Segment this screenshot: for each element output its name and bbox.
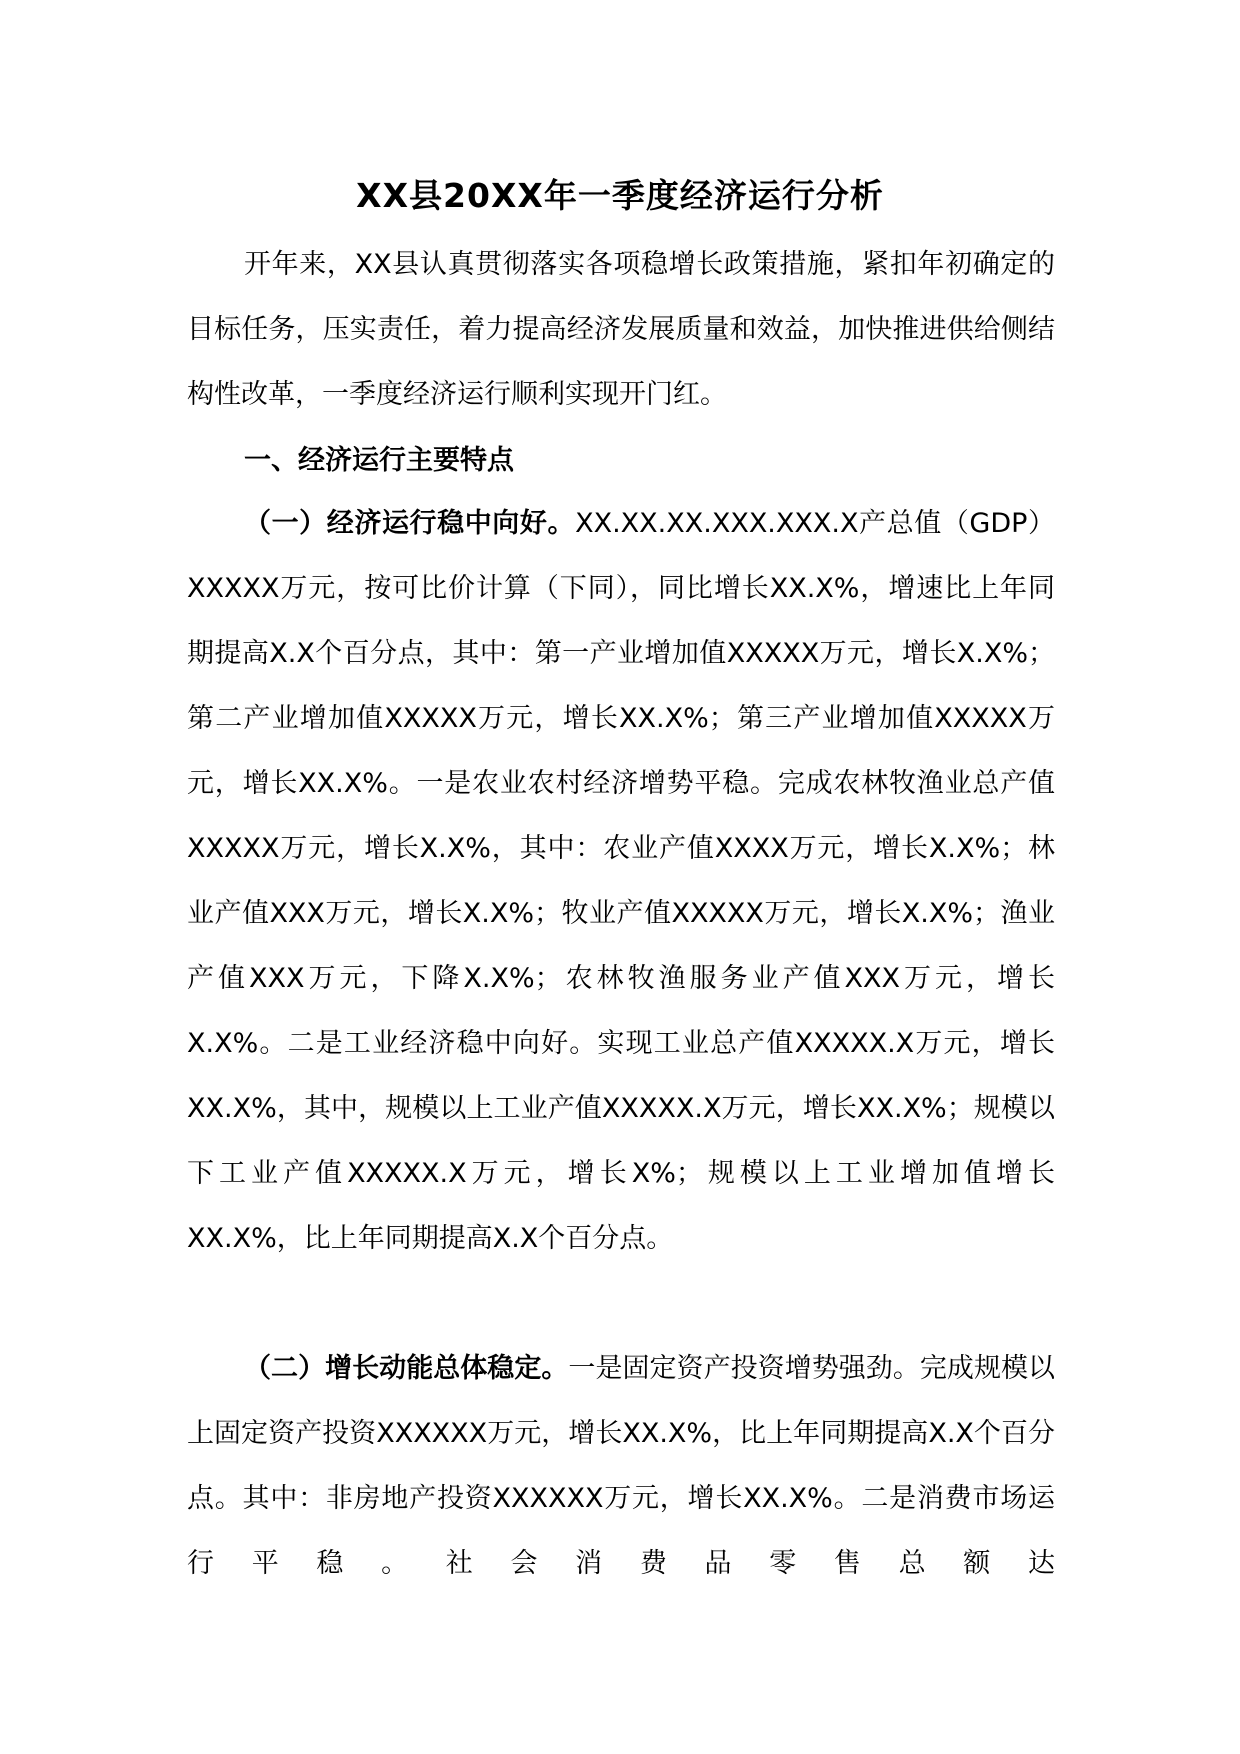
document-title: XX县20XX年一季度经济运行分析	[356, 176, 884, 215]
section-2-heading: （二）增长动能总体稳定。	[244, 1353, 569, 1384]
section-1-heading: （一）经济运行稳中向好。	[244, 508, 576, 539]
intro-paragraph: 开年来，XX县认真贯彻落实各项稳增长政策措施，紧扣年初确定的目标任务，压实责任，着力提高经济发展质量和效益，加快推进供给侧结构性改革，一季度经济运行顺利实现开门红。	[187, 249, 1055, 410]
section-1-paragraph	[187, 491, 1055, 1271]
section-2-paragraph	[187, 1336, 1055, 1596]
section-heading-main-features: 一、经济运行主要特点	[244, 445, 514, 476]
section-2-body: 一是固定资产投资增势强劲。完成规模以上固定资产投资XXXXXX万元，增长XX.X%，比上年同期提高X.X个百分点。其中：非房地产投资XXXXXX万元，增长XX.X%。二是消费市场运行平稳。社会消费品零售总额达	[187, 1353, 1056, 1579]
section-1-body: XX.XX.XX.XXX.XXX.X产总值（GDP）XXXXX万元，按可比价计算（下同），同比增长XX.X%，增速比上年同期提高X.X个百分点，其中：第一产业增加值XXXXX万元，增长X.X%；第二产业增加值XXXXX万元，增长XX.X%；第三产业增加值XXXXX万元，增长XX.X%。一是农业农村经济增势平稳。完成农林牧渔业总产值XXXXX万元，增长X.X%，其中：农业产值XXXX万元，增长X.X%；林业产值XXX万元，增长X.X%；牧业产值XXXXX万元，增长X.X%；渔业产值XXX万元，下降X.X%；农林牧渔服务业产值XXX万元，增长X.X%。二是工业经济稳中向好。实现工业总产值XXXXX.X万元，增长XX.X%，其中，规模以上工业产值XXXXX.X万元，增长XX.X%；规模以下工业产值XXXXX.X万元，增长X%；规模以上工业增加值增长XX.X%，比上年同期提高X.X个百分点。	[187, 508, 1055, 1254]
